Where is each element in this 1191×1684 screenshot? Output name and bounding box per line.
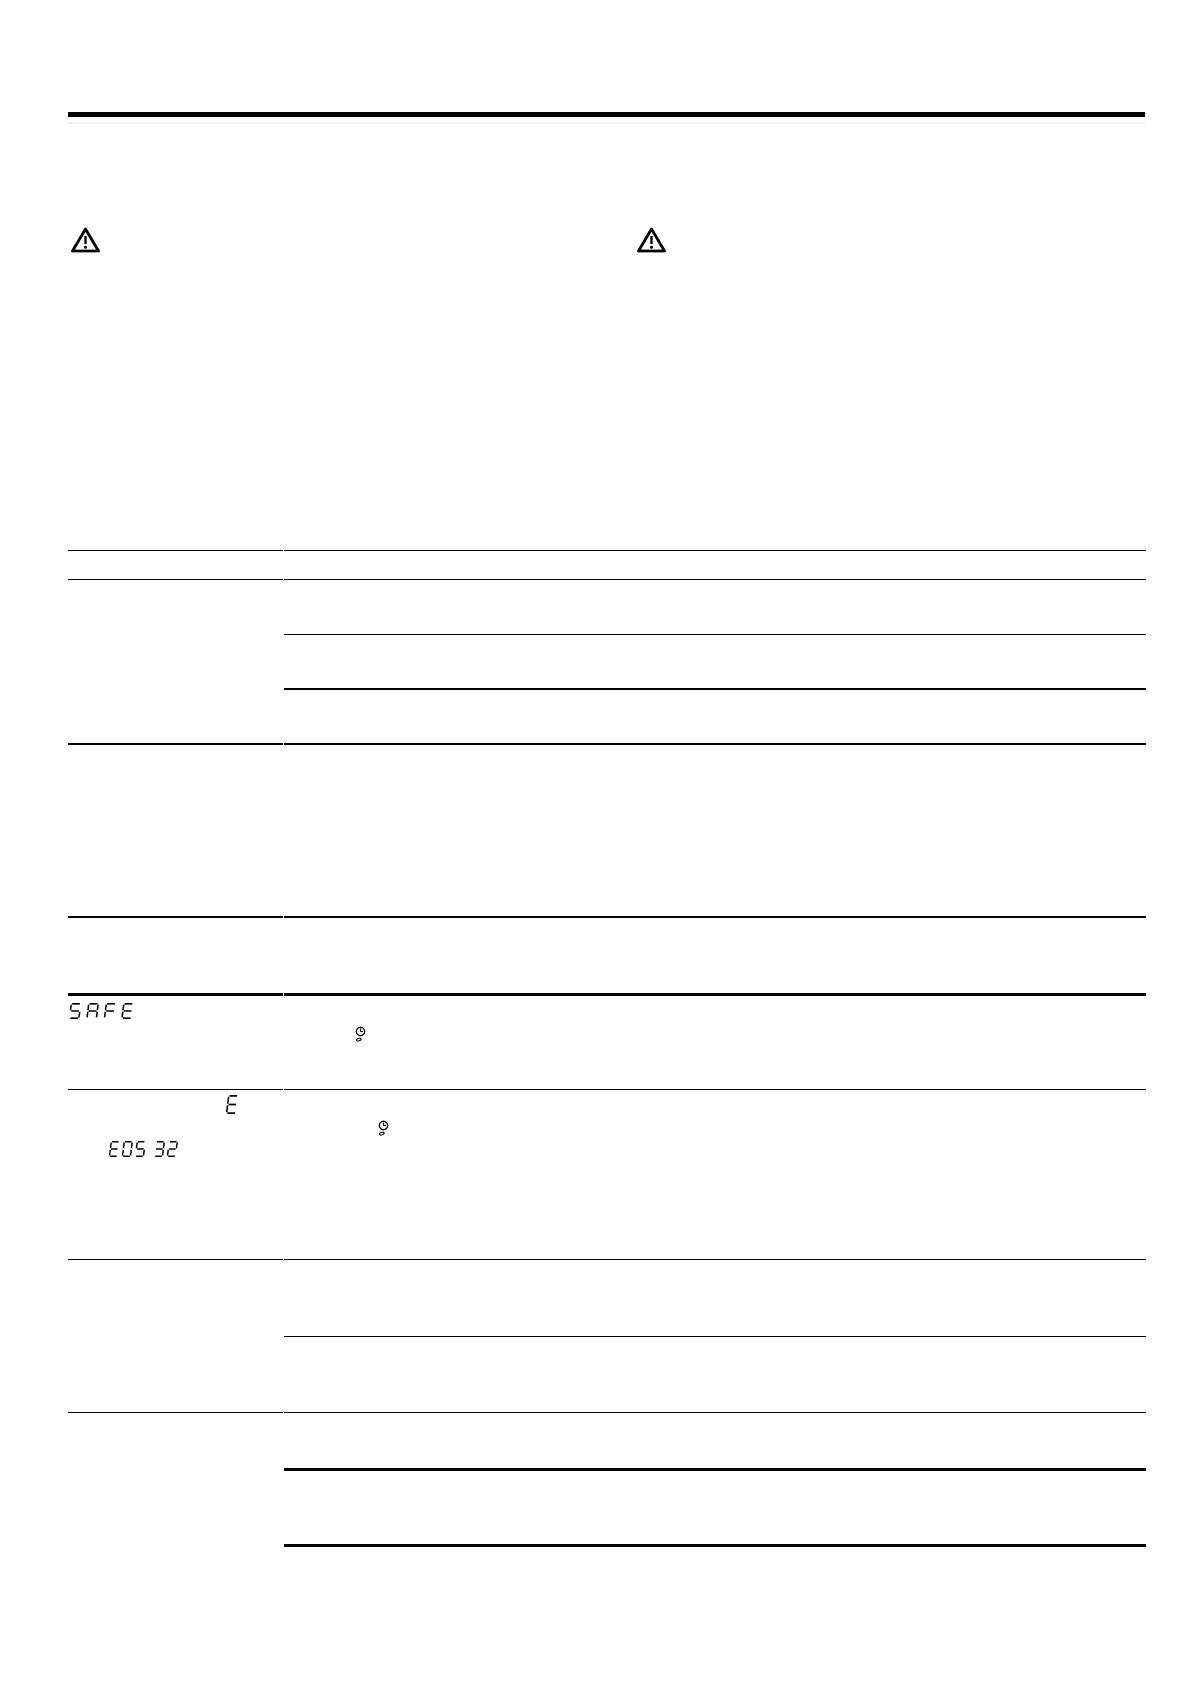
section-divider-rule: [68, 112, 1145, 117]
table-rule-segment: [284, 1412, 1146, 1413]
table-rule-segment: [284, 1089, 1146, 1090]
table-rule-segment: [68, 550, 283, 551]
table-rule-segment: [284, 1544, 1146, 1547]
clock-icon: [355, 1026, 368, 1044]
table-rule-segment: [284, 743, 1146, 745]
table-rule-segment: [284, 550, 1146, 551]
table-rule-segment: [284, 1336, 1146, 1337]
table-rule-segment: [68, 743, 283, 745]
table-rule-segment: [68, 1412, 283, 1413]
warning-triangle-icon: [636, 226, 667, 254]
display-code-safe: [68, 1002, 137, 1024]
display-code-e0532: [108, 1140, 181, 1162]
table-rule-segment: [284, 1259, 1146, 1260]
table-rule-segment: [284, 634, 1146, 635]
clock-icon: [378, 1120, 391, 1138]
table-rule-segment: [68, 993, 283, 996]
table-rule-segment: [68, 579, 283, 580]
display-code-error-prefix: [225, 1094, 241, 1119]
warning-triangle-icon: [70, 226, 101, 254]
table-rule-segment: [284, 579, 1146, 580]
table-rule-segment: [68, 1089, 283, 1090]
table-rule-segment: [284, 916, 1146, 918]
table-rule-segment: [284, 1468, 1146, 1471]
table-rule-segment: [284, 688, 1146, 690]
table-rule-segment: [284, 993, 1146, 996]
table-rule-segment: [68, 916, 283, 918]
scan-artifact: [68, 122, 1145, 124]
table-rule-segment: [68, 1259, 283, 1260]
